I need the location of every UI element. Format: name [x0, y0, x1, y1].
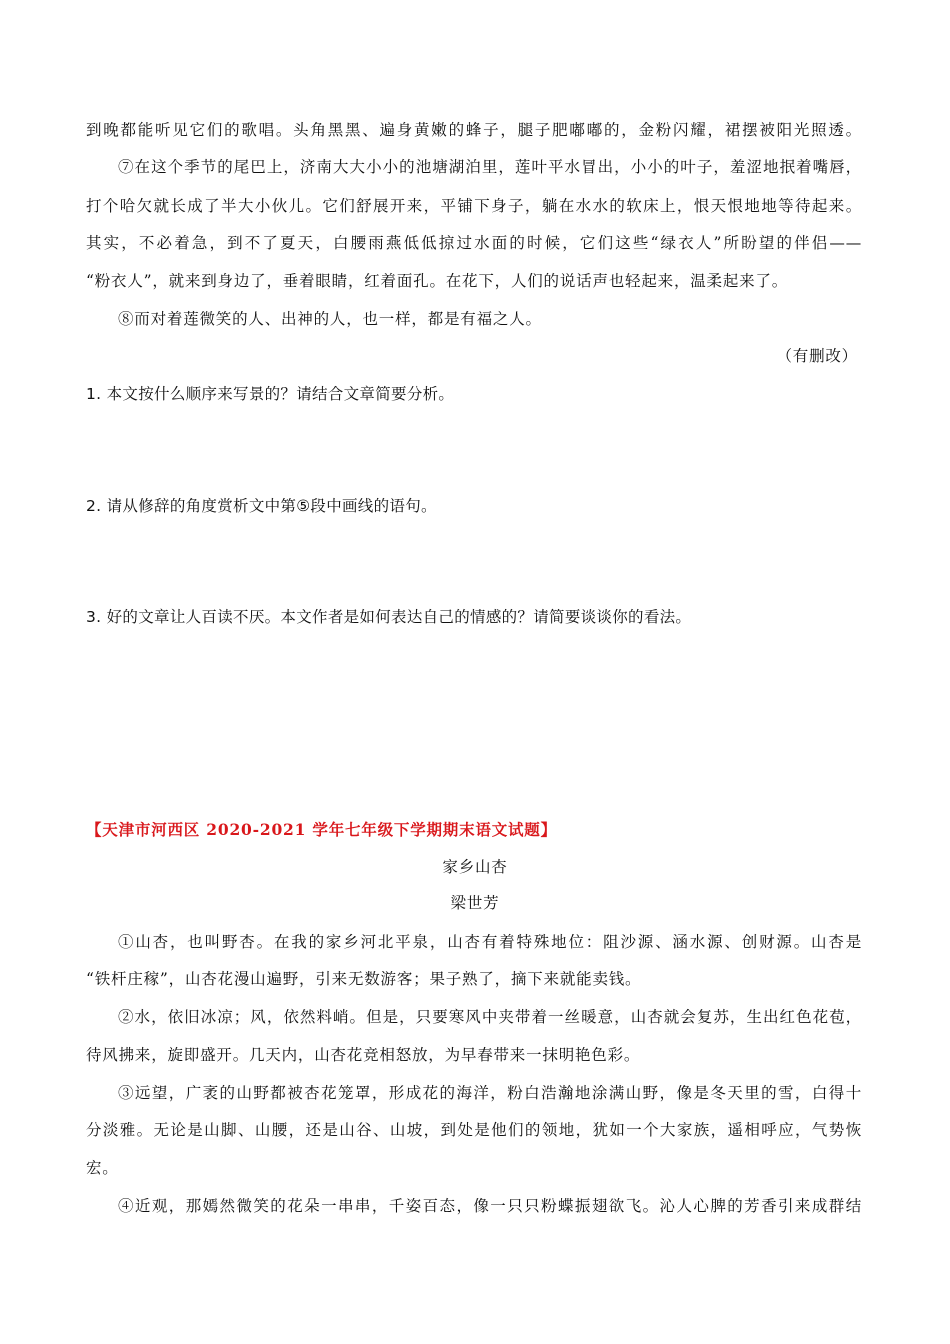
- passage1-line: “粉衣人”，就来到身边了，垂着眼睛，红着面孔。在花下，人们的说话声也轻起来，温柔起来了。: [86, 272, 789, 290]
- passage2-line: 待风拂来，旋即盛开。几天内，山杏花竞相怒放，为早春带来一抹明艳色彩。: [86, 1046, 641, 1064]
- passage1-line: 打个哈欠就长成了半大小伙儿。它们舒展开来，平铺下身子，躺在水水的软床上，恨天恨地地等待起来。: [86, 197, 862, 215]
- passage2-line: “铁杆庄稼”，山杏花漫山遍野，引来无数游客；果子熟了，摘下来就能卖钱。: [86, 970, 642, 988]
- edit-note: （有删改）: [776, 347, 858, 365]
- passage2-line: ④近观，那嫣然微笑的花朵一串串，千姿百态，像一只只粉蝶振翅欲飞。沁人心脾的芳香引来成群结: [118, 1197, 862, 1215]
- passage2-line: 宏。: [86, 1159, 119, 1177]
- passage1-line: ⑧而对着莲微笑的人、出神的人，也一样，都是有福之人。: [118, 310, 542, 328]
- passage2-title: 家乡山杏: [442, 858, 508, 876]
- passage1-line: 其实，不必着急，到不了夏天，白腰雨燕低低掠过水面的时候，它们这些“绿衣人”所盼望的伴侣——: [86, 234, 862, 252]
- passage1-line: ⑦在这个季节的尾巴上，济南大大小小的池塘湖泊里，莲叶平水冒出，小小的叶子，羞涩地抿着嘴唇，: [118, 158, 862, 176]
- passage2-line: ①山杏，也叫野杏。在我的家乡河北平泉，山杏有着特殊地位：阻沙源、涵水源、创财源。山杏是: [118, 933, 862, 951]
- passage2-line: 分淡雅。无论是山脚、山腰，还是山谷、山坡，到处是他们的领地，犹如一个大家族，遥相呼应，气势恢: [86, 1121, 862, 1139]
- passage1-line: 到晚都能听见它们的歌唱。头角黑黑、遍身黄嫩的蜂子，腿子肥嘟嘟的，金粉闪耀，裙摆被阳光照透。: [86, 121, 862, 139]
- passage2-author: 梁世芳: [450, 894, 500, 912]
- passage2-line: ②水，依旧冰凉；风，依然料峭。但是，只要寒风中夹带着一丝暖意，山杏就会复苏，生出红色花苞，: [118, 1008, 862, 1026]
- question-2: 2. 请从修辞的角度赏析文中第⑤段中画线的语句。: [86, 497, 437, 515]
- passage2-line: ③远望，广袤的山野都被杏花笼罩，形成花的海洋，粉白浩瀚地涂满山野，像是冬天里的雪，白得十: [118, 1084, 862, 1102]
- source-heading: 【天津市河西区 2020-2021 学年七年级下学期期末语文试题】: [86, 820, 557, 839]
- question-1: 1. 本文按什么顺序来写景的？请结合文章简要分析。: [86, 385, 455, 403]
- question-3: 3. 好的文章让人百读不厌。本文作者是如何表达自己的情感的？请简要谈谈你的看法。: [86, 608, 692, 626]
